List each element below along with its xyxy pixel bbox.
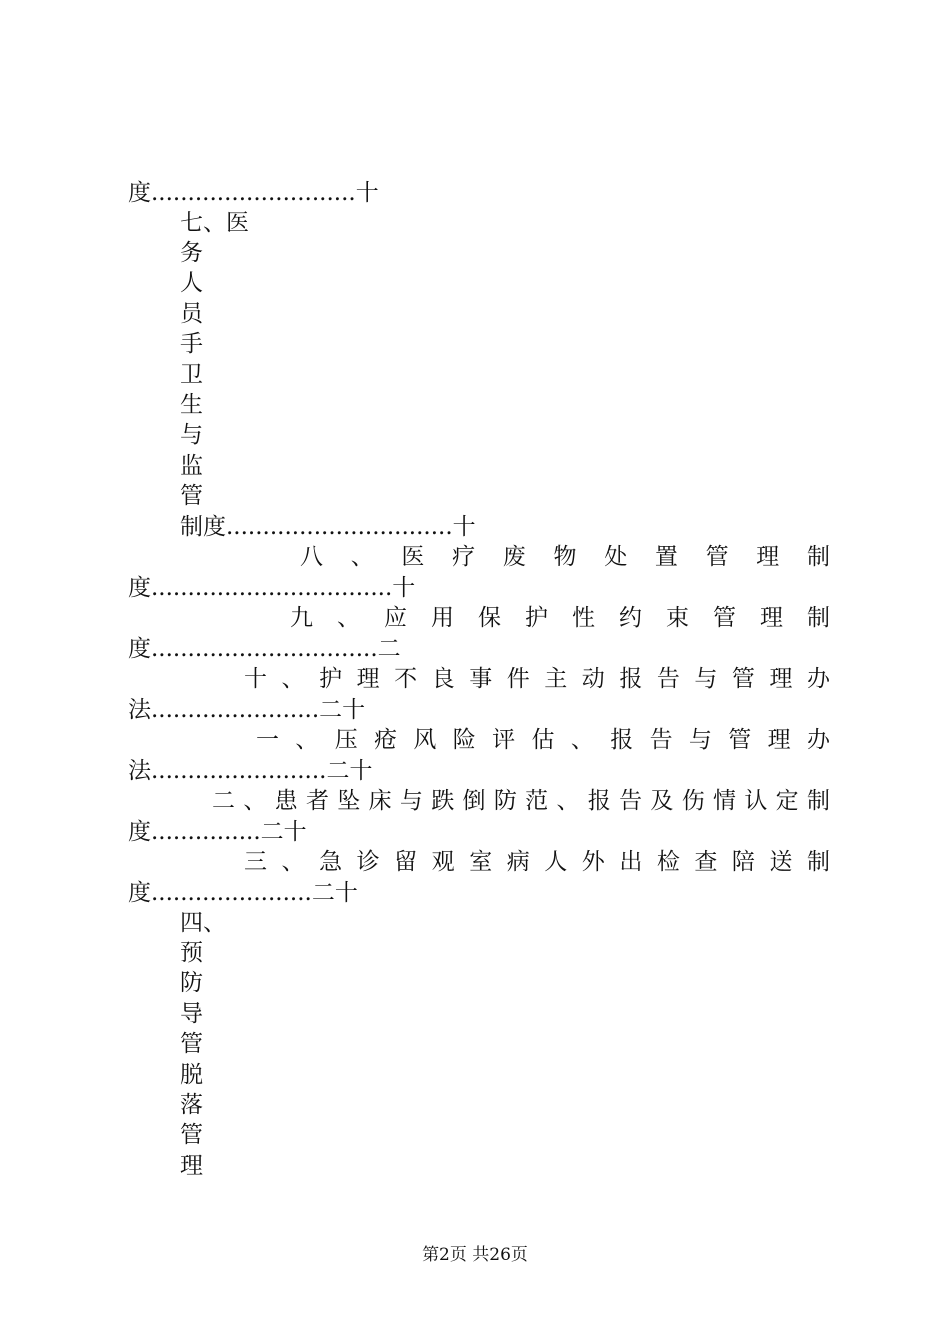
toc-line: 度............................十 [128, 180, 379, 206]
toc-entry-10-title: 十 、 护 理 不 良 事 件 主 动 报 告 与 管 理 办 [244, 666, 830, 692]
toc-entry-8-title: 八 、 医 疗 废 物 处 置 管 理 制 [300, 544, 830, 570]
toc-entry-11-title: 一 、 压 疮 风 险 评 估 、 报 告 与 管 理 办 [256, 727, 830, 753]
toc-entry-12-title: 二、患者坠床与跌倒防范、报告及伤情认定制 [212, 788, 830, 814]
toc-entry-13-title: 三 、 急 诊 留 观 室 病 人 外 出 检 查 陪 送 制 [244, 849, 830, 875]
toc-line: 法........................二十 [128, 758, 373, 784]
toc-line: 度...............................二 [128, 636, 401, 662]
toc-entry-9-title: 九 、 应 用 保 护 性 约 束 管 理 制 [290, 605, 830, 631]
toc-entry-14-vertical-text: 预 防 导 管 脱 落 管 理 [180, 940, 203, 1179]
toc-entry-7-vertical-text: 务 人 员 手 卫 生 与 监 管 [180, 240, 203, 510]
toc-line: 度......................二十 [128, 880, 358, 906]
toc-entry-14-title: 四、 [180, 910, 226, 936]
page-footer: 第2页 共26页 [422, 1245, 528, 1265]
toc-line: 度.................................十 [128, 575, 416, 601]
toc-entry-7-title: 七、医 [180, 210, 249, 236]
toc-line: 法.......................二十 [128, 697, 366, 723]
toc-line: 制度...............................十 [180, 514, 476, 540]
toc-line: 度...............二十 [128, 819, 307, 845]
